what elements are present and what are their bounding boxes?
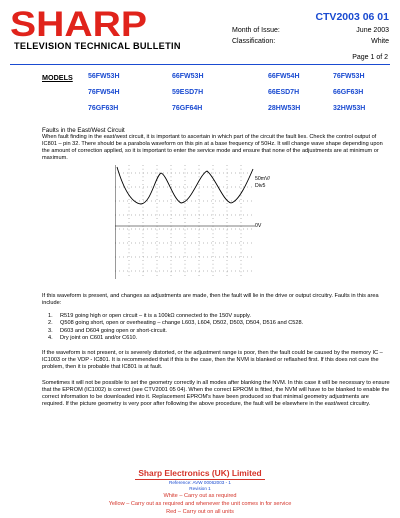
document-number: CTV2003 06 01 xyxy=(315,11,389,23)
model-code: 76FW53H xyxy=(333,73,365,80)
list-item: 1. R519 going high or open circuit – it is a 100kΩ connected to the 150V supply. xyxy=(48,313,251,319)
header-divider xyxy=(10,64,390,65)
oscilloscope-waveform xyxy=(115,163,270,281)
model-code: 66ESD7H xyxy=(268,89,300,96)
model-code: 59ESD7H xyxy=(172,89,204,96)
classification-red-note: Red – Carry out on all units xyxy=(166,509,234,515)
section-title: Faults in the East/West Circuit xyxy=(42,127,125,134)
classification-yellow-note: Yellow – Carry out as required and whenever the unit comes in for service xyxy=(108,501,292,507)
revision-number: Revision 1 xyxy=(189,486,211,491)
model-code: 66GF63H xyxy=(333,89,364,96)
list-item: 2. Q508 going short, open or overheating – change L603, L604, D502, D503, D504, D516 and C528. xyxy=(48,320,304,327)
classification-white-note: White – Carry out as required xyxy=(163,493,237,499)
model-code: 76FW54H xyxy=(88,89,120,96)
reference-number: Reference: AVW 00062003 - 1 xyxy=(169,480,231,485)
sharp-logo xyxy=(10,9,148,39)
model-code: 66FW53H xyxy=(172,73,204,80)
list-item: 3. D603 and D604 going open or short-circuit. xyxy=(48,327,167,334)
model-code: 56FW53H xyxy=(88,73,120,80)
scope-timebase-label: Div5 xyxy=(255,183,266,189)
list-item: 4. Dry joint on C601 and/or C610. xyxy=(48,335,138,342)
fault-list xyxy=(42,313,390,343)
scope-zero-label: 0V xyxy=(255,223,262,229)
after-scope-paragraph: If this waveform is present, and changes as adjustments are made, then the fault will lie in the drive or output circuitry. Faults in this area include: xyxy=(42,293,379,307)
model-code: 76GF64H xyxy=(172,105,203,112)
bulletin-title: TELEVISION TECHNICAL BULLETIN xyxy=(14,41,181,51)
sometimes-paragraph: Sometimes it will not be possible to set the geometry correctly in all modes after blanking the NVM. In this case it will be necessary to ensure that the EPROM (IC1002) is correct (see CTV2001 05 04). When the correct EPROM is fitted, the NVM will have to be blanked to enable the correct information to be downloaded into it. Replacement EPROM's have been produced so that minimal geometry adjustments are required. If the picture geometry is very poor after following the above procedure, the fault will be elsewhere in the east/west circuitry. xyxy=(42,380,390,408)
classification-label: Classification: xyxy=(232,38,276,45)
month-of-issue xyxy=(232,27,389,34)
page-indicator: Page 1 of 2 xyxy=(352,54,388,61)
not-present-paragraph: If the waveform is not present, or is severely distorted, or the adjustment range is poor, then the fault could be caused by the memory IC – IC1003 or the VDP - IC801. It is recommended that if this is the case, then the NVM is blanked or reflashed first. If this does not cure the problem, then it is probable that IC801 is at fault. xyxy=(42,350,383,371)
month-label: Month of Issue: xyxy=(232,27,280,34)
models-label: MODELS xyxy=(42,73,73,82)
model-code: 76GF63H xyxy=(88,105,119,112)
svg-text:SHARP: SHARP xyxy=(10,9,147,39)
model-code: 32HW53H xyxy=(333,105,366,112)
classification xyxy=(232,38,389,45)
company-name: Sharp Electronics (UK) Limited xyxy=(138,468,262,478)
scope-scale-label: 50mV/ xyxy=(255,176,270,182)
month-value: June 2003 xyxy=(356,27,389,34)
model-code: 28HW53H xyxy=(268,105,301,112)
intro-paragraph: When fault finding in the east/west circuit, it is important to ascertain in which part of the circuit the fault lies. Check the control output of IC801 – pin 32. There should be a parabola waveform on this pin at a base frequency of 50Hz. It will change wave shape depending upon the amount of correction applied, so it is important to enter the service mode and ensure that none of the adjustments are at minimum or maximum. xyxy=(42,134,383,162)
classification-value: White xyxy=(371,38,389,45)
model-code: 66FW54H xyxy=(268,73,300,80)
